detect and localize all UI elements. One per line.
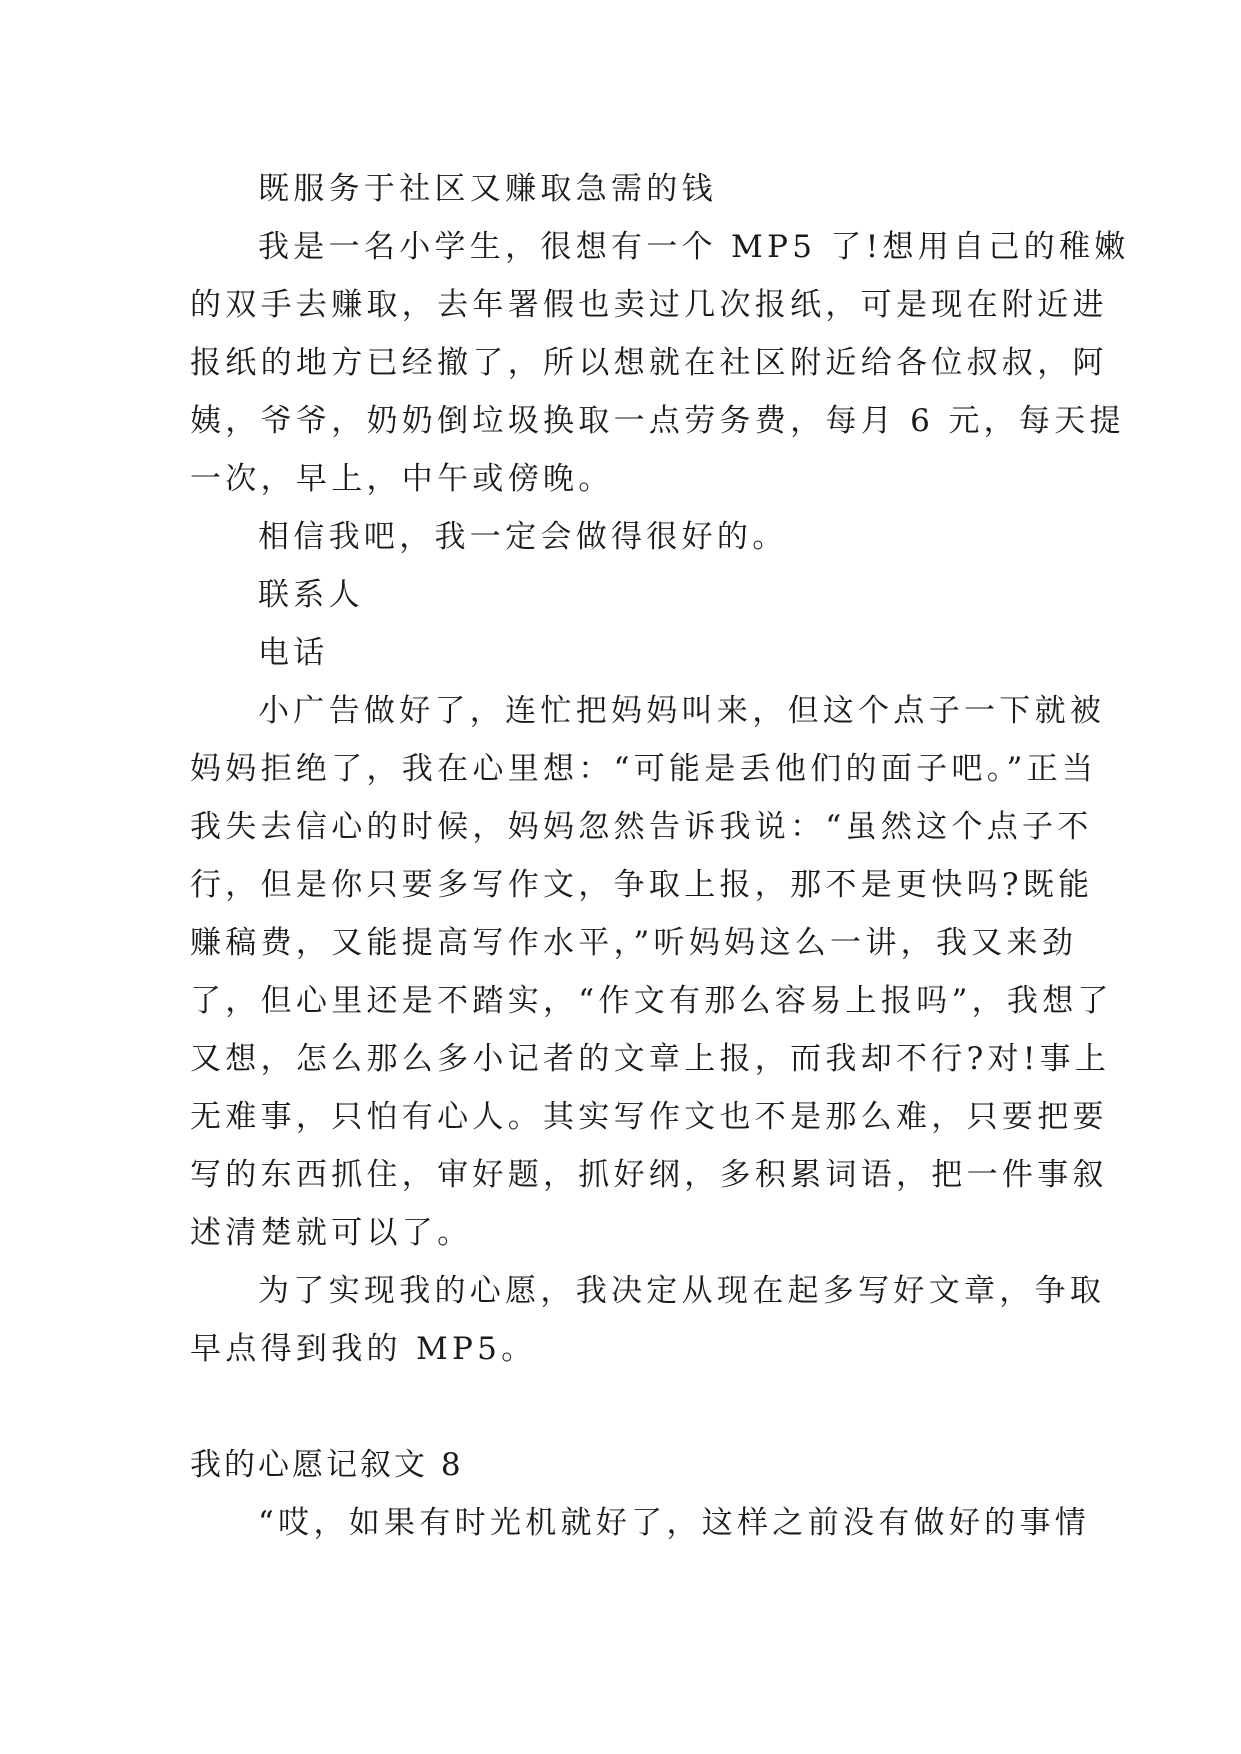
text-line: 行，但是你只要多写作文，争取上报，那不是更快吗?既能 (190, 867, 1094, 903)
text-line: 了，但心里还是不踏实，“作文有那么容易上报吗”，我想了 (190, 983, 1113, 1019)
text-line: 既服务于社区又赚取急需的钱 (258, 171, 717, 207)
text-line: 又想，怎么那么多小记者的文章上报，而我却不行?对!事上 (190, 1041, 1111, 1077)
text-line: 为了实现我的心愿，我决定从现在起多写好文章，争取 (258, 1273, 1106, 1309)
text-line: 一次，早上，中午或傍晚。 (190, 461, 614, 497)
text-line: 小广告做好了，连忙把妈妈叫来，但这个点子一下就被 (258, 693, 1106, 729)
text-line: 早点得到我的 MP5。 (190, 1331, 537, 1367)
text-line: “哎，如果有时光机就好了，这样之前没有做好的事情 (258, 1505, 1091, 1541)
text-line: 妈妈拒绝了，我在心里想：“可能是丢他们的面子吧。”正当 (190, 751, 1098, 787)
text-line: 述清楚就可以了。 (190, 1215, 473, 1251)
text-line: 我是一名小学生，很想有一个 MP5 了!想用自己的稚嫩 (258, 229, 1130, 265)
text-line: 相信我吧，我一定会做得很好的。 (258, 519, 788, 555)
text-line: 的双手去赚取，去年署假也卖过几次报纸，可是现在附近进 (190, 287, 1108, 323)
text-line: 我失去信心的时候，妈妈忽然告诉我说：“虽然这个点子不 (190, 809, 1093, 845)
document-body (190, 160, 1130, 1552)
text-line: 电话 (258, 635, 329, 671)
text-line: 无难事，只怕有心人。其实写作文也不是那么难，只要把要 (190, 1099, 1108, 1135)
section-heading: 我的心愿记叙文 8 (190, 1447, 464, 1483)
spacer (190, 1378, 1060, 1436)
text-line: 写的东西抓住，审好题，抓好纲，多积累词语，把一件事叙 (190, 1157, 1108, 1193)
text-line: 姨，爷爷，奶奶倒垃圾换取一点劳务费，每月 6 元，每天提 (190, 403, 1125, 439)
text-line: 联系人 (258, 577, 364, 613)
text-line: 报纸的地方已经撤了，所以想就在社区附近给各位叔叔，阿 (190, 345, 1108, 381)
text-line: 赚稿费，又能提高写作水平，”听妈妈这么一讲，我又来劲 (190, 925, 1078, 961)
